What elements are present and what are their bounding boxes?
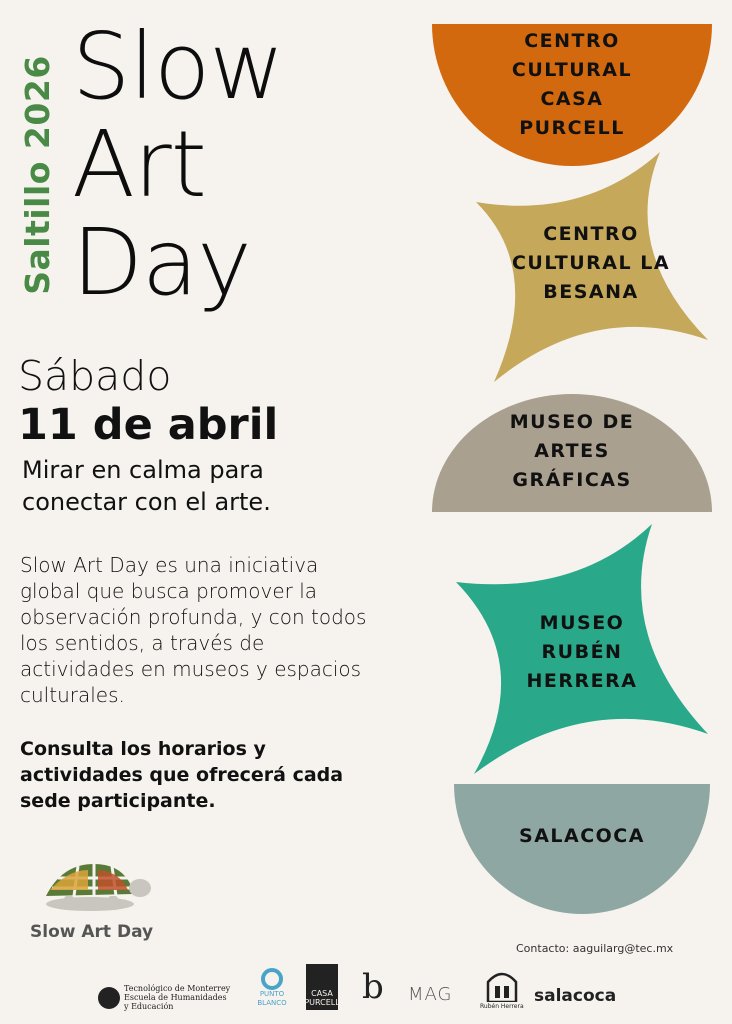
title-line-2: Art xyxy=(72,111,206,218)
event-day: Sábado xyxy=(18,352,172,400)
casa-purcell-label: CASA PURCELL xyxy=(304,989,340,1007)
museum-building-icon xyxy=(486,968,518,1002)
slow-art-day-logo xyxy=(28,860,178,920)
tec-line-1: Tecnológico de Monterrey xyxy=(124,984,231,993)
venue-la-besana xyxy=(474,150,708,382)
besana-b-icon: b xyxy=(362,967,384,1007)
contact-email: Contacto: aaguilarg@tec.mx xyxy=(516,942,674,955)
venue-label-casa-purcell: CENTRO CULTURAL CASA PURCELL xyxy=(511,30,633,139)
turtle-icon xyxy=(28,860,158,916)
venue-salacoca xyxy=(454,784,710,914)
venue-label-la-besana: CENTRO CULTURAL LA BESANA xyxy=(511,222,671,303)
tec-line-2: Escuela de Humanidades xyxy=(124,993,227,1002)
venue-label-ruben-herrera: MUSEO RUBÉN HERRERA xyxy=(526,611,638,692)
logo-name: Slow Art Day xyxy=(30,922,154,942)
sponsor-bar xyxy=(0,964,732,1024)
casa-purcell-mark xyxy=(306,964,338,1010)
event-title xyxy=(72,13,284,316)
venue-ruben-herrera xyxy=(456,524,708,774)
event-tagline: Mirar en calma para conectar con el arte. xyxy=(22,456,271,516)
ruben-herrera-label: Rubén Herrera xyxy=(480,1003,524,1010)
casa-purcell-logo xyxy=(306,964,338,1010)
punto-blanco-icon xyxy=(261,968,283,990)
mag-logo xyxy=(408,984,452,1005)
ruben-herrera-logo xyxy=(480,968,524,1011)
salacoca-label: salacoca xyxy=(534,986,617,1006)
salacoca-logo xyxy=(534,986,616,1006)
title-line-1: Slow xyxy=(72,13,284,120)
la-besana-logo xyxy=(362,967,384,1007)
venue-label-artes-graficas: MUSEO DE ARTES GRÁFICAS xyxy=(509,410,635,491)
mag-label: MAG xyxy=(408,984,453,1005)
tec-text xyxy=(124,984,230,1011)
title-line-3: Day xyxy=(72,209,251,316)
punto-blanco-label: PUNTO BLANCO xyxy=(257,990,287,1007)
event-date: 11 de abril xyxy=(18,400,279,450)
tec-line-3: y Educación xyxy=(124,1002,174,1011)
venue-label-salacoca: SALACOCA xyxy=(519,824,645,847)
tec-circle-icon xyxy=(98,987,120,1009)
tec-monterrey-logo xyxy=(98,984,230,1011)
venue-artes-graficas xyxy=(432,394,712,512)
call-to-action: Consulta los horarios y actividades que ofrecerá cada sede participante. xyxy=(20,738,344,812)
event-description: Slow Art Day es una iniciativa global que busca promover la observación profunda, y con todos los sentidos, a través de actividades en museos y espacios culturales. xyxy=(20,553,367,707)
venue-casa-purcell xyxy=(432,24,712,166)
vertical-event-tag: Saltillo 2026 xyxy=(18,55,57,295)
punto-blanco-logo xyxy=(252,968,292,1008)
